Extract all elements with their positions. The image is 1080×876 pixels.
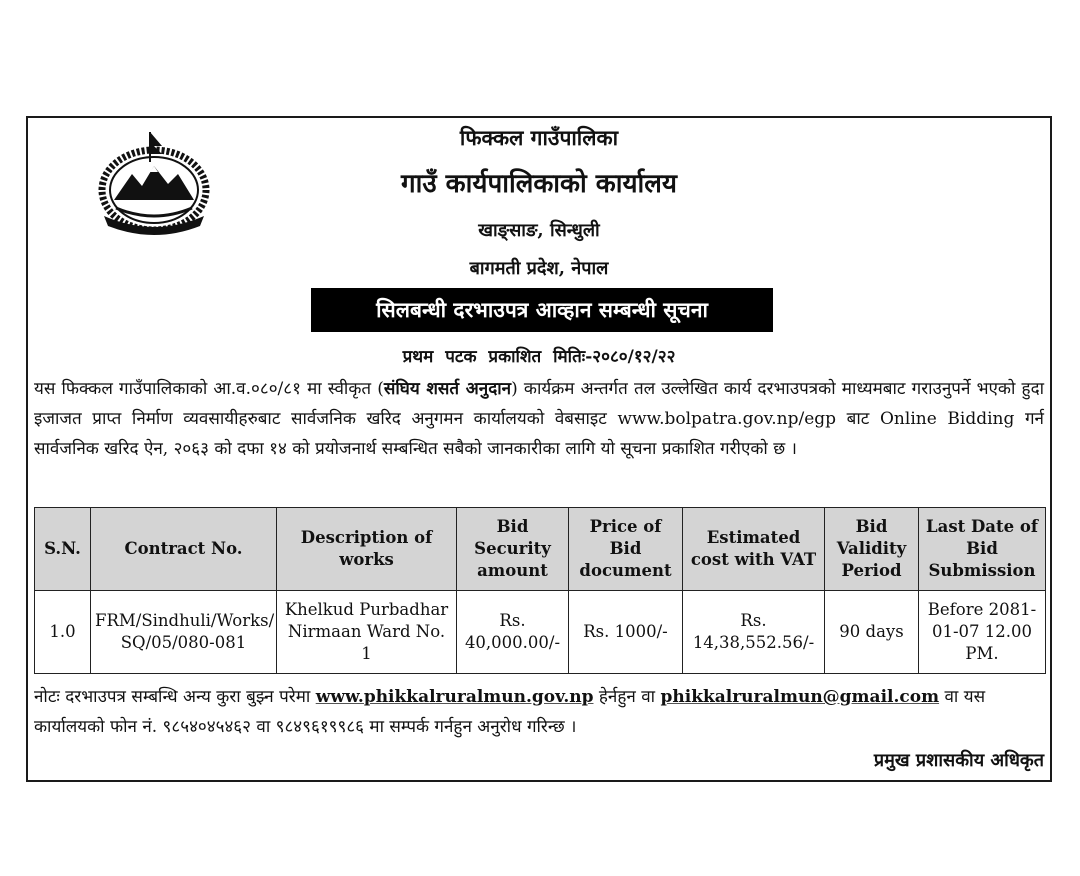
paragraph-text-end: ) कार्यक्रम अन्तर्गत तल उल्लेखित कार्य दरभाउपत्रको माध्यमबाट गराउनुपर्ने भएको हुदा इजाजत प्राप्त निर्माण व्यवसायीहरुबाट सार्वजनिक खरिद अनुगमन कार्यालयको वेबसाइट www.bolpatra.gov.np/egp बाट Online Bidding गर्न सार्वजनिक खरिद ऐन, २०६३ को दफा १४ को प्रयोजनार्थ सम्बन्धित सबैको जानकारीका लागि यो सूचना प्रकाशित गरीएको छ । <box>34 379 1045 459</box>
cell-estimated-cost: Rs. 14,38,552.56/- <box>683 591 825 674</box>
notice-title-banner: सिलबन्धी दरभाउपत्र आव्हान सम्बन्धी सूचना <box>311 288 773 332</box>
note-text-start: नोटः दरभाउपत्र सम्बन्धि अन्य कुरा बुझ्न परेमा <box>34 687 311 707</box>
header-estimated-cost: Estimated cost with VAT <box>683 508 825 591</box>
note-text-end: वा यस कार्यालयको फोन नं. ९८५४०४५४६२ वा ९८४९६१९९८६ मा सम्पर्क गर्नहुन अनुरोध गरिन्छ । <box>34 687 986 737</box>
cell-sn: 1.0 <box>35 591 91 674</box>
header-sn: S.N. <box>35 508 91 591</box>
header-contract-no: Contract No. <box>91 508 277 591</box>
contact-note <box>34 682 1046 742</box>
bid-table <box>34 507 1046 674</box>
notice-frame <box>26 116 1052 782</box>
email-link[interactable]: phikkalruralmun@gmail.com <box>660 687 940 707</box>
cell-contract-no: FRM/Sindhuli/Works/ SQ/05/080-081 <box>91 591 277 674</box>
signatory-title: प्रमुख प्रशासकीय अधिकृत <box>873 750 1044 771</box>
table-row <box>35 591 1046 674</box>
publication-date: प्रथम पटक प्रकाशित मितिः-२०८०/१२/२२ <box>402 347 676 367</box>
cell-bid-price: Rs. 1000/- <box>569 591 683 674</box>
office-location: खाङ्साङ, सिन्धुली <box>478 220 600 241</box>
paragraph-text-start: यस फिक्कल गाउँपालिकाको आ.व.०८०/८१ मा स्वीकृत ( <box>34 379 384 399</box>
table-header-row <box>35 508 1046 591</box>
header-validity: Bid Validity Period <box>825 508 919 591</box>
header-bid-price: Price of Bid document <box>569 508 683 591</box>
note-text-mid: हेर्नहुन वा <box>598 687 656 707</box>
office-name: गाउँ कार्यपालिकाको कार्यालय <box>401 169 677 199</box>
header-description: Description of works <box>277 508 457 591</box>
province-name: बागमती प्रदेश, नेपाल <box>469 258 609 279</box>
cell-last-date: Before 2081-01-07 12.00 PM. <box>919 591 1046 674</box>
municipality-name: फिक्कल गाउँपालिका <box>459 125 619 150</box>
cell-description: Khelkud Purbadhar Nirmaan Ward No. 1 <box>277 591 457 674</box>
cell-bid-security: Rs. 40,000.00/- <box>457 591 569 674</box>
cell-validity: 90 days <box>825 591 919 674</box>
header-bid-security: Bid Security amount <box>457 508 569 591</box>
notice-paragraph <box>34 374 1044 464</box>
grant-name: संघिय शसर्त अनुदान <box>383 379 512 399</box>
website-link[interactable]: www.phikkalruralmun.gov.np <box>315 687 594 707</box>
header-last-date: Last Date of Bid Submission <box>919 508 1046 591</box>
